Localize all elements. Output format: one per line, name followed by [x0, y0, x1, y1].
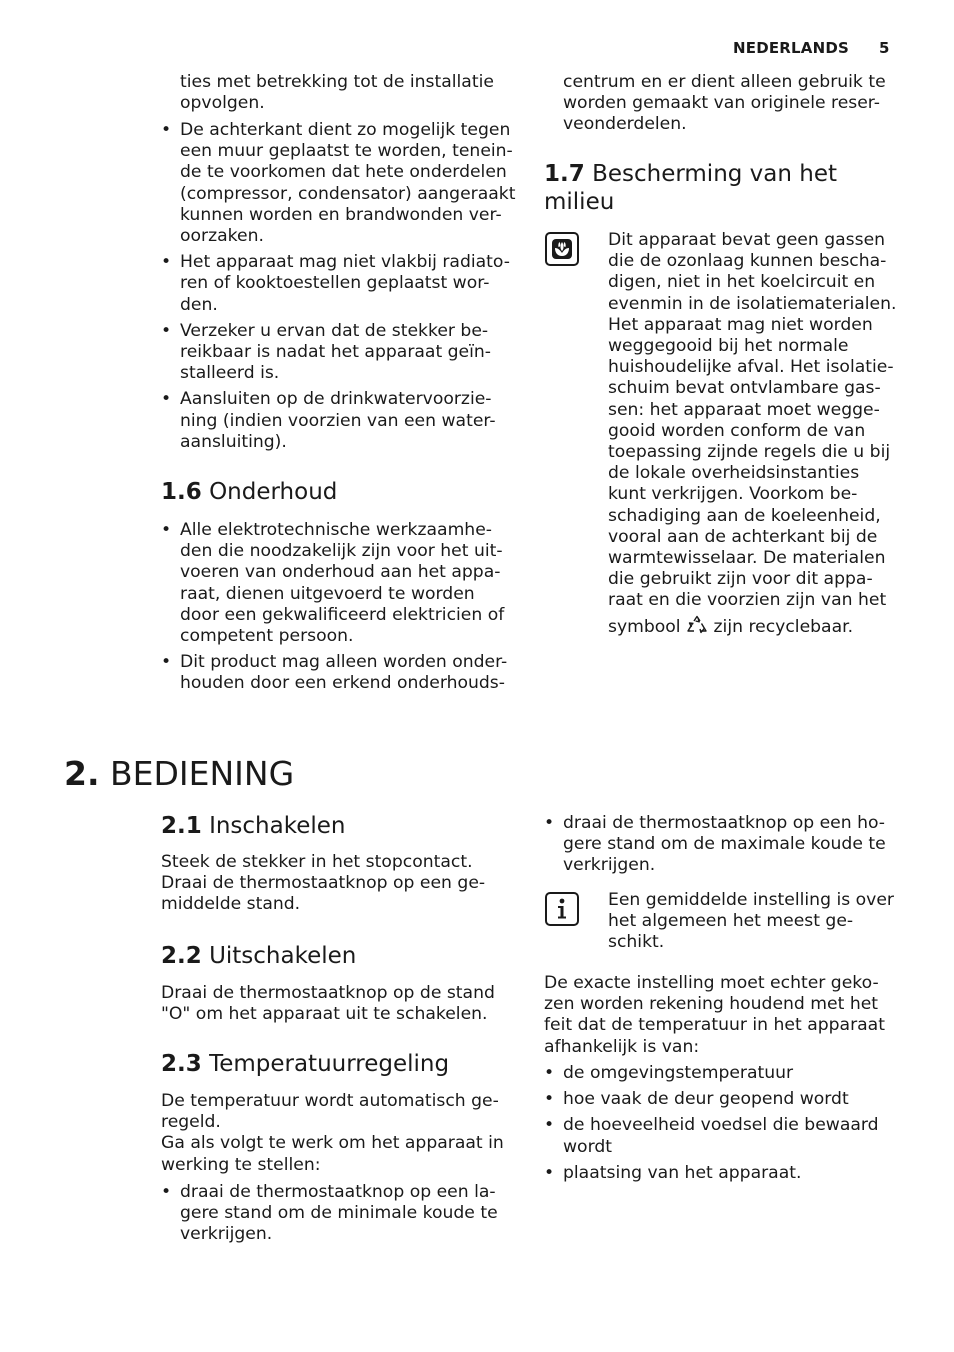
text-line: • Verzeker u ervan dat de stekker be-	[180, 320, 489, 341]
text-line: ning (indien voorzien van een water-	[180, 410, 496, 431]
text-line: sen: het apparaat moet wegge-	[608, 399, 880, 420]
text-line: reikbaar is nadat het apparaat geïn-	[180, 342, 492, 363]
section-title: Onderhoud	[209, 479, 338, 505]
section-2-3-list	[161, 1182, 516, 1251]
text-line: (compressor, condensator) aangeraakt	[180, 183, 516, 204]
section-1-7-text	[608, 230, 904, 641]
text-line: Een gemiddelde instelling is over	[608, 890, 894, 910]
text-line: Steek de stekker in het stopcontact.	[161, 852, 473, 872]
col2-paragraph	[544, 973, 904, 1058]
text-line: feit dat de temperatuur in het apparaat	[544, 1015, 885, 1036]
text-line: Draai de thermostaatknop op een ge-	[161, 873, 486, 894]
section-2-2-text	[161, 983, 516, 1025]
text-line: den.	[180, 294, 218, 315]
text-line: centrum en er dient alleen gebruik te	[563, 72, 886, 92]
section-heading-1-7	[544, 160, 904, 216]
list-item	[544, 1163, 904, 1184]
text-line: schuim bevat ontvlambare gas-	[608, 378, 881, 399]
text-line: voeren van onderhoud aan het appa-	[180, 562, 501, 583]
section-title: Bescherming van het	[592, 161, 838, 187]
text-line: De temperatuur wordt automatisch ge-	[161, 1091, 499, 1111]
text-line	[608, 615, 904, 641]
text-fragment: symbool	[608, 616, 681, 637]
text-line: verkrijgen.	[563, 855, 656, 876]
list-item	[161, 120, 516, 247]
text-line: "O" om het apparaat uit te schakelen.	[161, 1004, 488, 1025]
text-line: raat, dienen uitgevoerd te worden	[180, 583, 475, 604]
text-line: De exacte instelling moet echter geko-	[544, 973, 879, 993]
text-line: afhankelijk is van:	[544, 1036, 700, 1057]
text-line: die gebruikt zijn voor dit appa-	[608, 569, 873, 590]
info-note	[608, 890, 904, 954]
text-line: • de omgevingstemperatuur	[563, 1063, 794, 1083]
section-number: 1.7	[544, 161, 585, 187]
text-fragment: zijn recyclebaar.	[713, 616, 854, 637]
environment-icon	[545, 232, 579, 266]
list-item	[161, 1182, 516, 1246]
text-line: Het apparaat mag niet worden	[608, 314, 873, 335]
text-line: houden door een erkend onderhouds-	[180, 673, 505, 694]
section-2-3-text	[161, 1091, 516, 1176]
section-title: Uitschakelen	[209, 943, 357, 969]
chapter-number: 2.	[64, 754, 100, 793]
text-line: gooid worden conform de van	[608, 420, 866, 441]
text-line: kunnen worden en brandwonden ver-	[180, 204, 502, 225]
chapter-title: BEDIENING	[110, 754, 295, 793]
text-line: Ga als volgt te werk om het apparaat in	[161, 1133, 504, 1154]
text-line: ren of kooktoestellen geplaatst wor-	[180, 273, 490, 294]
list-item	[161, 321, 516, 385]
chapter-heading	[64, 754, 294, 794]
text-line: den die noodzakelijk zijn voor het uit-	[180, 541, 503, 562]
page-number: 5	[879, 39, 890, 57]
list-item	[161, 520, 516, 647]
section-heading-2-3	[161, 1050, 516, 1078]
text-line: • Dit product mag alleen worden onder-	[180, 652, 508, 673]
info-icon	[545, 892, 579, 926]
col2-factor-list	[544, 1063, 904, 1189]
list-item	[544, 1063, 904, 1084]
section-number: 1.6	[161, 479, 202, 505]
text-line: schadiging aan de koeleenheid,	[608, 505, 881, 526]
text-line: • draai de thermostaatknop op een la-	[180, 1182, 496, 1202]
text-line: wordt	[563, 1136, 612, 1157]
section-heading-2-1	[161, 812, 516, 840]
recycle-icon	[686, 615, 708, 641]
text-line: middelde stand.	[161, 894, 301, 915]
text-line: een muur geplaatst te worden, tenein-	[180, 141, 513, 162]
text-line: oorzaken.	[180, 226, 264, 247]
col2-continuation	[563, 72, 886, 136]
list-item	[161, 389, 516, 453]
text-line: de te voorkomen dat hete onderdelen	[180, 162, 507, 183]
text-line: die de ozonlaag kunnen bescha-	[608, 251, 887, 272]
text-line: warmtewisselaar. De materialen	[608, 548, 886, 569]
text-line: • draai de thermostaatknop op een ho-	[563, 813, 886, 833]
text-line: competent persoon.	[180, 626, 354, 647]
section-2-1-text	[161, 852, 516, 916]
text-line: raat en die voorzien zijn van het	[608, 590, 887, 611]
text-line: Dit apparaat bevat geen gassen	[608, 230, 886, 250]
section-number: 2.3	[161, 1051, 202, 1077]
text-line: huishoudelijke afval. Het isolatie-	[608, 357, 894, 378]
section-number: 2.2	[161, 943, 202, 969]
text-line: het algemeen het meest ge-	[608, 911, 854, 932]
col2-bullet-list	[544, 813, 904, 882]
section-heading-1-6	[161, 478, 516, 506]
list-item	[544, 813, 904, 877]
col1-bullet-list	[161, 120, 516, 458]
list-item	[161, 652, 516, 694]
text-line: stalleerd is.	[180, 363, 280, 384]
text-line: de lokale overheidsinstanties	[608, 463, 860, 484]
list-item	[161, 252, 516, 316]
section-heading-2-2	[161, 942, 516, 970]
text-line: • Aansluiten op de drinkwatervoorzie-	[180, 389, 492, 410]
text-line: verkrijgen.	[180, 1224, 273, 1245]
text-line: digen, niet in het koelcircuit en	[608, 272, 876, 293]
text-line: kunt verkrijgen. Voorkom be-	[608, 484, 858, 505]
text-line: zen worden rekening houdend met het	[544, 994, 879, 1015]
text-line: ties met betrekking tot de installatie	[180, 72, 494, 92]
text-line: gere stand om de minimale koude te	[180, 1203, 498, 1224]
text-line: opvolgen.	[180, 93, 265, 114]
text-line: schikt.	[608, 932, 665, 953]
list-item	[544, 1115, 904, 1157]
section-1-6-list	[161, 520, 516, 700]
text-line: worden gemaakt van originele reser-	[563, 93, 880, 114]
text-line: evenmin in de isolatiematerialen.	[608, 293, 897, 314]
text-line: werking te stellen:	[161, 1154, 321, 1175]
text-line: • Het apparaat mag niet vlakbij radiato-	[180, 252, 510, 273]
section-number: 2.1	[161, 813, 202, 839]
text-line: • plaatsing van het apparaat.	[563, 1162, 802, 1183]
section-title: milieu	[544, 189, 615, 215]
text-line: aansluiting).	[180, 431, 287, 452]
text-line: • hoe vaak de deur geopend wordt	[563, 1089, 849, 1110]
text-line: • Alle elektrotechnische werkzaamhe-	[180, 520, 492, 540]
section-title: Temperatuurregeling	[209, 1051, 450, 1077]
text-line: veonderdelen.	[563, 114, 687, 135]
section-title: Inschakelen	[209, 813, 346, 839]
text-line: gere stand om de maximale koude te	[563, 834, 886, 855]
text-line: toepassing zijnde regels die u bij	[608, 442, 891, 463]
col1-continuation	[180, 72, 494, 114]
header-language: NEDERLANDS	[733, 39, 850, 57]
list-item	[544, 1089, 904, 1110]
text-line: Draai de thermostaatknop op de stand	[161, 983, 495, 1003]
text-line: vooral aan de achterkant bij de	[608, 526, 878, 547]
text-line: • De achterkant dient zo mogelijk tegen	[180, 120, 511, 140]
text-line: door een gekwalificeerd elektricien of	[180, 604, 505, 625]
text-line: regeld.	[161, 1112, 221, 1133]
text-line: • de hoeveelheid voedsel die bewaard	[563, 1115, 879, 1136]
text-line: weggegooid bij het normale	[608, 336, 849, 357]
